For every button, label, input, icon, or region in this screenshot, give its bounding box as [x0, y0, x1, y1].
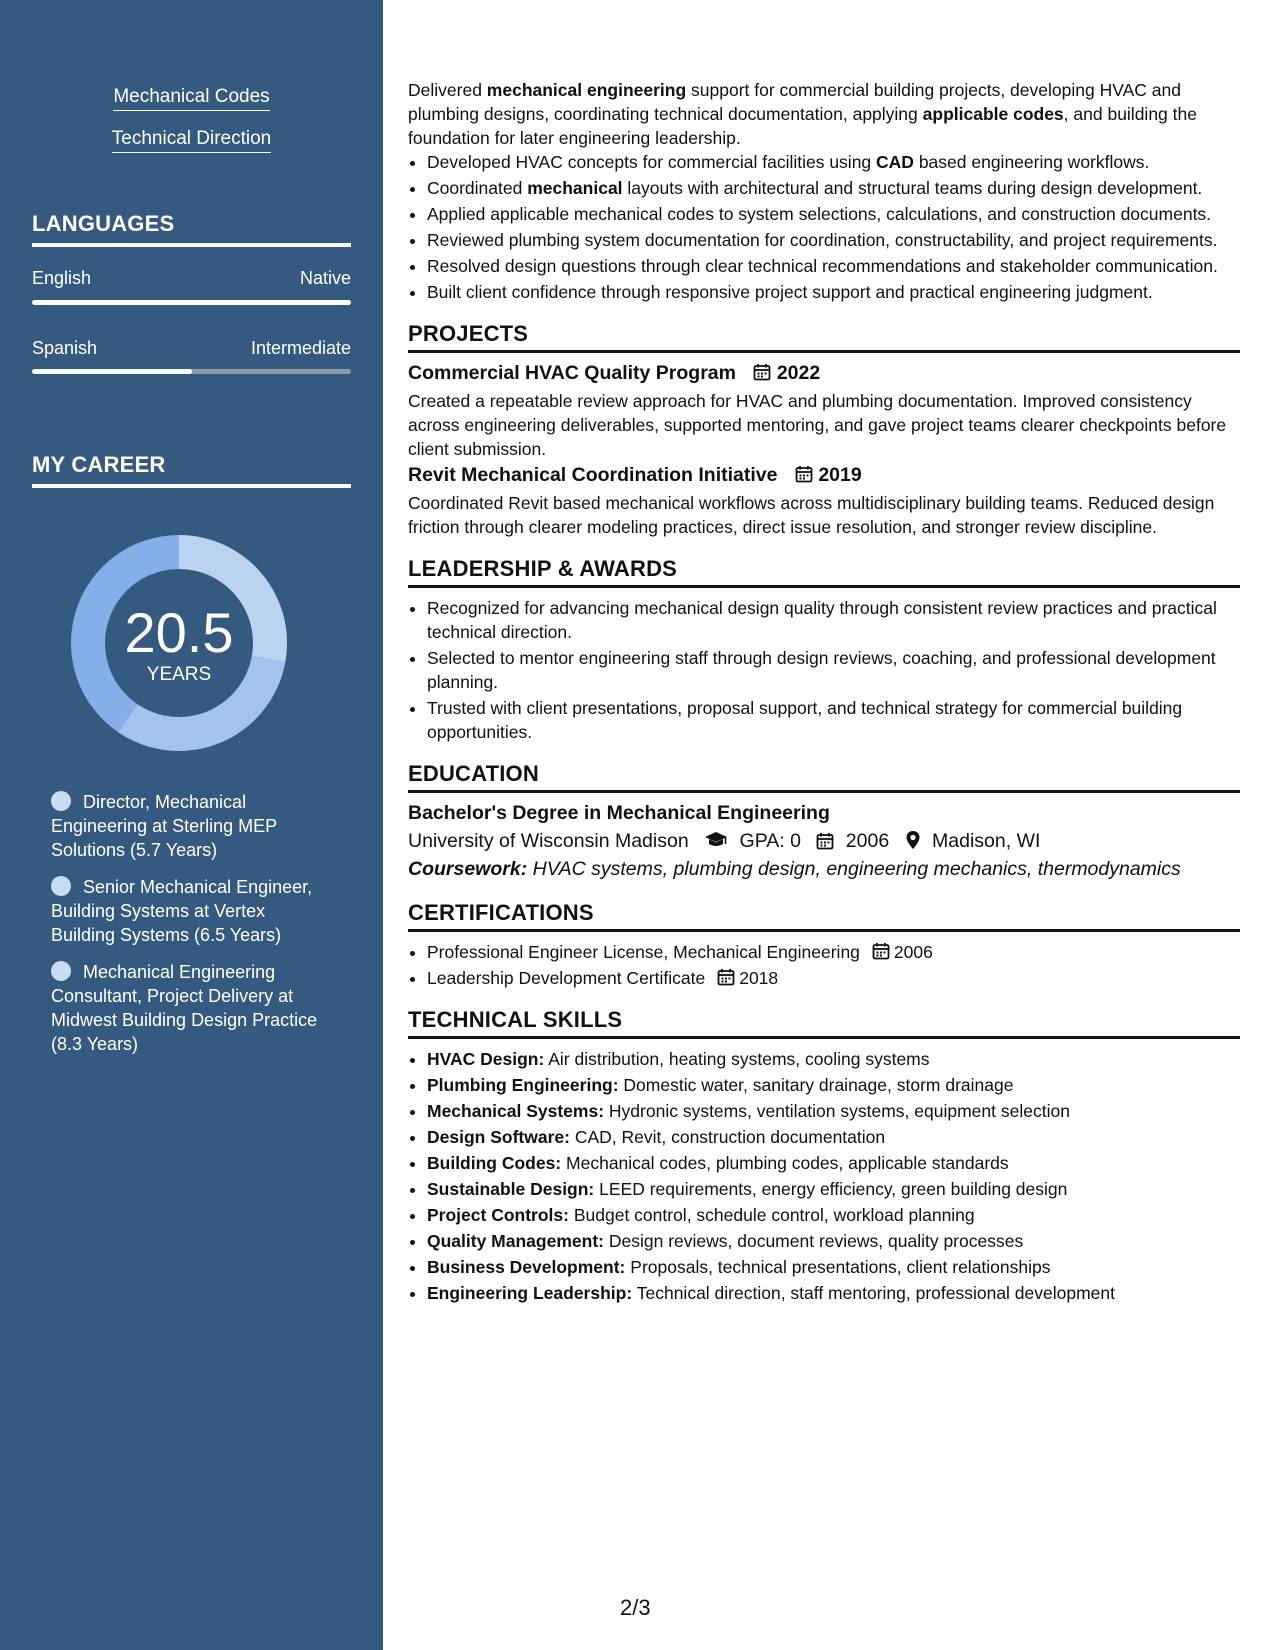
page-number: 2/3	[620, 1595, 651, 1620]
location-pin-icon	[905, 830, 921, 850]
skills-heading: TECHNICAL SKILLS	[408, 1008, 1240, 1039]
skill-item: • Mechanical Systems: Hydronic systems, ventilation systems, equipment selection	[427, 1099, 1240, 1123]
skill-item: • Sustainable Design: LEED requirements, energy efficiency, green building design	[427, 1177, 1240, 1201]
skill-item: • Project Controls: Budget control, schedule control, workload planning	[427, 1203, 1240, 1227]
career-item	[51, 875, 331, 947]
career-item	[51, 790, 331, 862]
certification-item: • Leadership Development Certificate 2018	[427, 966, 1240, 990]
skill-item: • Building Codes: Mechanical codes, plumbing codes, applicable standards	[427, 1151, 1240, 1175]
project-title: Commercial HVAC Quality Program 2022	[408, 362, 821, 384]
experience-bullet: • Applied applicable mechanical codes to system selections, calculations, and construction documents.	[427, 202, 1240, 226]
calendar-icon	[872, 942, 890, 960]
language-name: English	[32, 268, 92, 288]
project-year: 2019	[818, 464, 862, 486]
leadership-item: • Selected to mentor engineering staff through design reviews, coaching, and professional development planning.	[427, 646, 1240, 694]
project-description: Created a repeatable review approach for HVAC and plumbing documentation. Improved consistency across engineering deliverables, supported mentoring, and gave project teams clearer checkpoints before client submission.	[408, 391, 1227, 459]
leadership-item: • Recognized for advancing mechanical design quality through consistent review practices and practical technical direction.	[427, 596, 1240, 644]
experience-bullet: • Resolved design questions through clear technical recommendations and stakeholder communication.	[427, 254, 1240, 278]
skill-item: • Quality Management: Design reviews, document reviews, quality processes	[427, 1229, 1240, 1253]
project-year: 2022	[776, 362, 821, 384]
certification-item: • Professional Engineer License, Mechanical Engineering 2006	[427, 940, 1240, 964]
career-total: 20.5	[124, 601, 234, 664]
leadership-item: • Trusted with client presentations, proposal support, and technical strategy for commercial building opportunities.	[427, 696, 1240, 744]
leadership-heading: LEADERSHIP & AWARDS	[408, 557, 1240, 588]
degree-title: Bachelor's Degree in Mechanical Engineering	[408, 802, 830, 824]
experience-bullet: • Coordinated mechanical layouts with architectural and structural teams during design development.	[427, 176, 1240, 200]
career-list	[51, 790, 331, 1069]
language-level: Intermediate	[250, 338, 351, 358]
skill-tag: Technical Direction	[112, 128, 271, 153]
education-heading: EDUCATION	[408, 762, 1240, 793]
language-name: Spanish	[32, 338, 98, 358]
calendar-icon	[816, 832, 834, 850]
graduation-year: 2006	[845, 830, 890, 852]
career-item	[51, 960, 331, 1056]
project-title: Revit Mechanical Coordination Initiative 2019	[408, 464, 862, 486]
graduation-cap-icon	[704, 830, 728, 850]
leadership-list	[427, 596, 1240, 744]
certifications-list	[427, 940, 1240, 990]
career-item-text: Senior Mechanical Engineer, Building Systems at Vertex Building Systems (6.5 Years)	[51, 877, 313, 945]
skill-item: • Business Development: Proposals, technical presentations, client relationships	[427, 1255, 1240, 1279]
career-unit: YEARS	[146, 664, 212, 685]
language-bar	[32, 300, 351, 305]
calendar-icon	[753, 363, 771, 381]
language-bar	[32, 369, 351, 374]
languages-heading: LANGUAGES	[32, 211, 351, 247]
experience-bullet: • Developed HVAC concepts for commercial facilities using CAD based engineering workflows.	[427, 150, 1240, 174]
main-content	[408, 78, 1240, 1307]
gpa: GPA: 0	[739, 830, 801, 852]
certifications-heading: CERTIFICATIONS	[408, 901, 1240, 932]
education-location: Madison, WI	[932, 830, 1041, 852]
school-name: University of Wisconsin Madison	[408, 830, 689, 852]
skill-item: • Engineering Leadership: Technical direction, staff mentoring, professional development	[427, 1281, 1240, 1305]
experience-summary: Delivered mechanical engineering support for commercial building projects, developing HVAC and plumbing designs, coordinating technical documentation, applying applicable codes, and building the foundation for later engineering leadership.	[408, 80, 1197, 148]
language-bar-fill	[32, 369, 192, 374]
certification-year: 2018	[739, 968, 779, 988]
education-meta	[408, 829, 1240, 853]
projects-heading: PROJECTS	[408, 322, 1240, 353]
career-heading: MY CAREER	[32, 452, 351, 488]
career-item-text: Director, Mechanical Engineering at Sterling MEP Solutions (5.7 Years)	[51, 792, 277, 860]
career-item-text: Mechanical Engineering Consultant, Project Delivery at Midwest Building Design Practice (8.3 Years)	[51, 962, 318, 1054]
skill-tag: Mechanical Codes	[113, 86, 269, 111]
skill-links	[0, 86, 383, 170]
language-level: Native	[299, 268, 351, 288]
language-row	[32, 268, 351, 289]
certification-year: 2006	[893, 942, 933, 962]
calendar-icon	[717, 968, 735, 986]
experience-bullet: • Built client confidence through responsive project support and practical engineering judgment.	[427, 280, 1240, 304]
language-bar-fill	[32, 300, 351, 305]
sidebar	[0, 0, 383, 1650]
calendar-icon	[795, 465, 813, 483]
coursework: Coursework: HVAC systems, plumbing design, engineering mechanics, thermodynamics	[408, 858, 1181, 880]
language-row	[32, 338, 351, 359]
bullet-dot-icon	[51, 791, 71, 811]
bullet-dot-icon	[51, 876, 71, 896]
skill-item: • HVAC Design: Air distribution, heating systems, cooling systems	[427, 1047, 1240, 1071]
bullet-dot-icon	[51, 961, 71, 981]
experience-bullets	[427, 150, 1240, 304]
skill-item: • Plumbing Engineering: Domestic water, sanitary drainage, storm drainage	[427, 1073, 1240, 1097]
project-description: Coordinated Revit based mechanical workflows across multidisciplinary building teams. Reduced design friction through clearer modeling practices, direct issue resolution, and stronger review discipline.	[408, 493, 1215, 537]
experience-bullet: • Reviewed plumbing system documentation for coordination, constructability, and project requirements.	[427, 228, 1240, 252]
skill-item: • Design Software: CAD, Revit, construction documentation	[427, 1125, 1240, 1149]
skills-list	[427, 1047, 1240, 1305]
